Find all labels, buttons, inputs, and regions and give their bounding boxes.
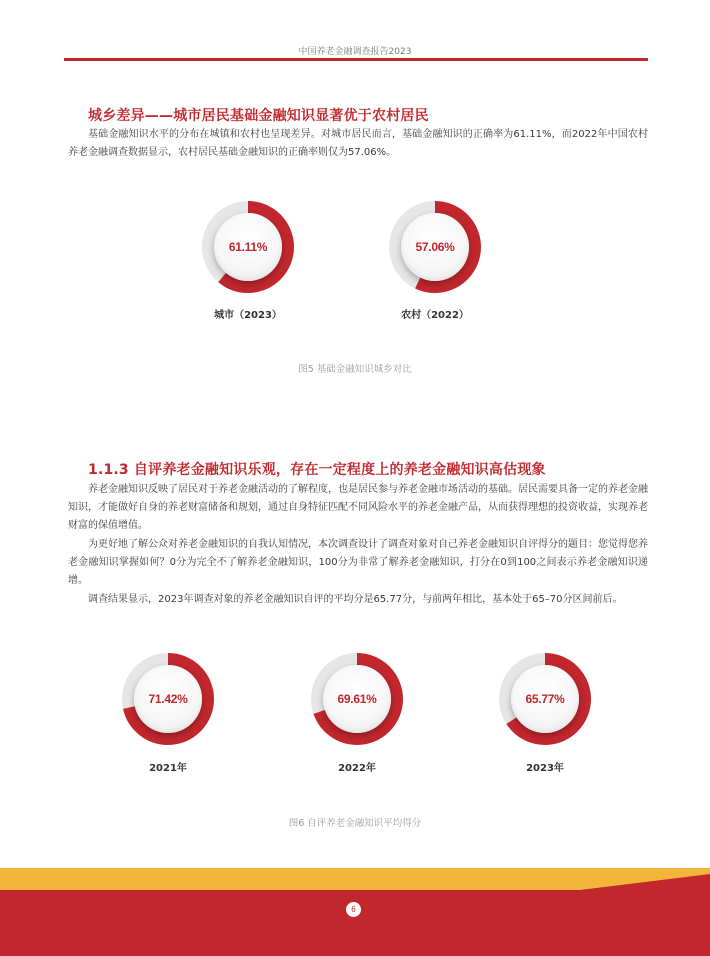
page-footer	[0, 868, 710, 956]
figure-caption: 图5 基础金融知识城乡对比	[298, 364, 412, 375]
donut-label-2022: 2022年	[338, 763, 376, 774]
donut-center	[401, 213, 469, 281]
footer-yellow-stripe	[0, 868, 710, 890]
donut-label-2021: 2021年	[149, 763, 187, 774]
donut-chart-urban	[201, 200, 295, 294]
donut-chart-2022	[310, 652, 404, 746]
donut-chart-rural	[388, 200, 482, 294]
donut-center	[134, 665, 202, 733]
donut-value: 71.42%	[148, 692, 188, 706]
section-paragraph: 为更好地了解公众对养老金融知识的自我认知情况，本次调查设计了调查对象对自己养老金融知识自评得分的题目：您觉得您养老金融知识掌握如何？0分为完全不了解养老金融知识，100分为非常了解养老金融知识，打分在0到100之间表示养老金融知识递增。	[68, 539, 648, 586]
page-number: 6	[346, 902, 361, 917]
donut-center	[214, 213, 282, 281]
header-divider	[64, 58, 648, 61]
donut-center	[511, 665, 579, 733]
donut-value: 65.77%	[525, 692, 565, 706]
section-heading-urban-rural: 城乡差异——城市居民基础金融知识显著优于农村居民	[88, 108, 429, 124]
figure-caption: 图6 自评养老金融知识平均得分	[288, 818, 422, 829]
section-paragraph: 调查结果显示，2023年调查对象的养老金融知识自评的平均分是65.77分，与前两年相比，基本处于65–70分区间前后。	[88, 594, 623, 605]
donut-label-urban: 城市（2023）	[214, 310, 282, 321]
donut-value: 61.11%	[228, 240, 268, 254]
report-title: 中国养老金融调查报告2023	[298, 47, 412, 57]
section-heading-self-assessment: 1.1.3 自评养老金融知识乐观，存在一定程度上的养老金融知识高估现象	[88, 462, 546, 478]
donut-chart-2023	[498, 652, 592, 746]
donut-label-rural: 农村（2022）	[401, 310, 469, 321]
donut-value: 69.61%	[337, 692, 377, 706]
section-paragraph: 基础金融知识水平的分布在城镇和农村也呈现差异。对城市居民而言，基础金融知识的正确率为61.11%，而2022年中国农村养老金融调查数据显示，农村居民基础金融知识的正确率则仅为57.06%。	[68, 129, 648, 158]
section-paragraph: 养老金融知识反映了居民对于养老金融活动的了解程度，也是居民参与养老金融市场活动的基础。居民需要具备一定的养老金融知识，才能做好自身的养老财富储备和规划，通过自身特征匹配不同风险水平的养老金融产品，从而获得理想的投资收益，实现养老财富的保值增值。	[68, 484, 648, 531]
donut-value: 57.06%	[415, 240, 455, 254]
donut-center	[323, 665, 391, 733]
donut-label-2023: 2023年	[526, 763, 564, 774]
donut-chart-2021	[121, 652, 215, 746]
